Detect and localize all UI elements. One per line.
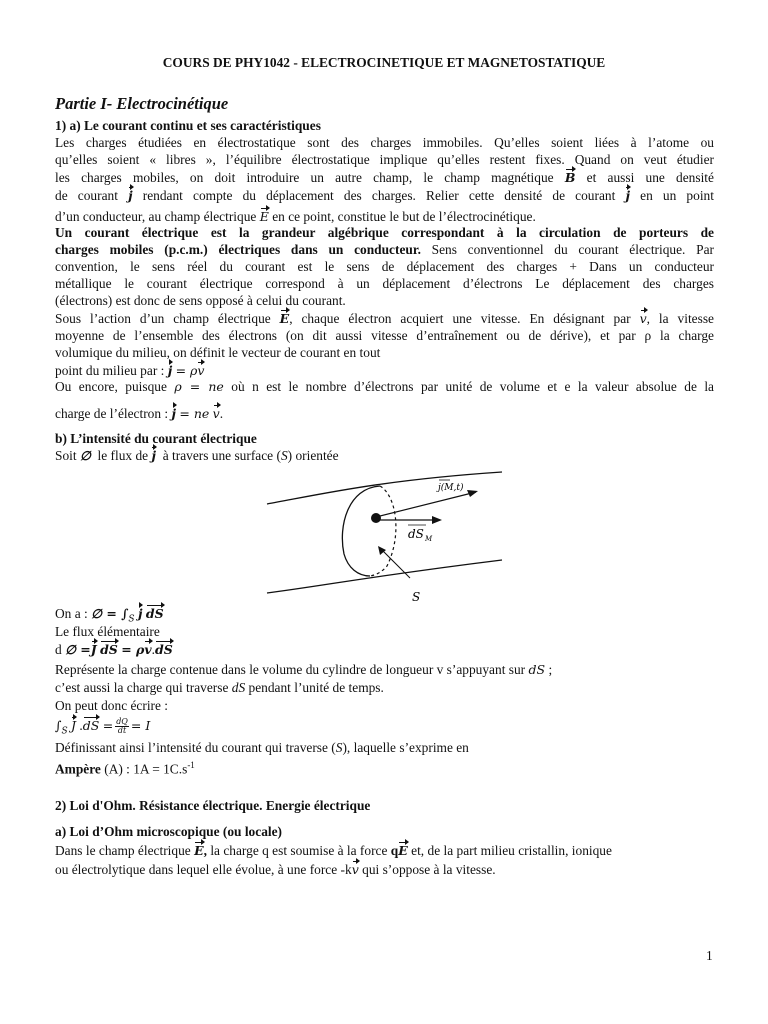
part-title: Partie I- Electrocinétique — [55, 94, 229, 113]
vector-b: B — [564, 170, 576, 185]
paragraph-line: convention, le sens réel du courant est le sens de déplacement des charges + Dans un conducteur — [55, 259, 714, 274]
paragraph-line: Soit ∅ le flux de j à travers une surface (S) orientée — [55, 448, 339, 463]
vector-j: j — [137, 606, 143, 621]
vector-v: v — [351, 862, 359, 877]
equation-line: $\int_S$ J .dS = $\frac{dQ}{dt}$ = I — [55, 717, 151, 737]
vector-v: v — [639, 311, 647, 326]
vector-j: j — [625, 188, 630, 203]
vector-e: E — [194, 843, 204, 858]
vector-e: E — [398, 843, 408, 858]
paragraph-line: Ou encore, puisque ρ = ne où n est le nombre d’électrons par unité de volume et e la valeur absolue de la — [55, 379, 714, 394]
vector-j: j — [151, 448, 157, 463]
paragraph-line: métallique le courant électrique correspond à un déplacement d’électrons Le déplacement des charges — [55, 276, 714, 291]
paragraph-line: Ampère (A) : $1A = 1C.s^{-1}$ — [55, 760, 195, 777]
vector-v: v — [197, 363, 205, 378]
course-title: COURS DE PHY1042 - ELECTROCINETIQUE ET MAGNETOSTATIQUE — [162, 55, 606, 70]
vector-j: j — [128, 188, 133, 203]
section-1a-heading: 1) a) Le courant continu et ses caractéristiques — [55, 118, 321, 133]
paragraph-line: Le flux élémentaire — [55, 624, 160, 639]
paragraph-line: Un courant électrique est la grandeur algébrique correspondant à la circulation de porteurs de — [55, 225, 714, 240]
paragraph-line: charge de l’électron : j = ne v. — [55, 406, 224, 421]
equation-line: On a : ∅ = $\int_S$ j dS — [55, 606, 164, 625]
paragraph-line: les charges mobiles, on doit introduire un autre champ, le champ magnétique B et aussi une densité — [55, 170, 714, 185]
section-1b-heading: b) L’intensité du courant électrique — [55, 431, 257, 446]
paragraph-line: point du milieu par : j = ρv — [55, 363, 205, 378]
label-j: j(M,t) — [438, 483, 464, 493]
vector-j: j — [167, 363, 173, 378]
paragraph-line: charges mobiles (p.c.m.) électriques dans un conducteur. Sens conventionnel du courant électrique. Par — [55, 242, 714, 257]
section-2-heading: 2) Loi d'Ohm. Résistance électrique. Energie électrique — [55, 798, 371, 813]
paragraph-line: (électrons) est donc de sens opposé à celui du courant. — [55, 293, 346, 308]
paragraph-line: de courant j rendant compte du déplacement des charges. Relier cette densité de courant j en un point — [55, 188, 714, 203]
paragraph-line: Les charges étudiées en électrostatique sont des charges immobiles. Qu’elles soient liées à l’atome ou — [55, 135, 714, 150]
paragraph-line: d’un conducteur, au champ électrique E en ce point, constitue le but de l’électrocinétique. — [55, 209, 536, 224]
equation-line: d ∅ =J dS = ρv.dS — [55, 642, 173, 657]
section-2a-heading: a) Loi d’Ohm microscopique (ou locale) — [55, 824, 283, 839]
label-s: S — [412, 590, 421, 604]
paragraph-line: volumique du milieu, on définit le vecteur de courant en tout — [55, 345, 381, 360]
paragraph-line: Dans le champ électrique E, la charge q est soumise à la force qE et, de la part milieu cristallin, ionique — [55, 843, 612, 858]
page-number: 1 — [706, 948, 713, 963]
paragraph-line: On peut donc écrire : — [55, 698, 169, 713]
paragraph-line: qu’elles soient « libres », l’équilibre électrostatique implique qu’elles restent fixes. Quand on veut étudier — [55, 152, 714, 167]
paragraph-line: Sous l’action d’un champ électrique E, chaque électron acquiert une vitesse. En désignant par v, la vitesse — [55, 311, 714, 326]
paragraph-line: Définissant ainsi l’intensité du courant qui traverse (S), laquelle s’exprime en — [55, 740, 469, 755]
vector-e: E — [259, 209, 269, 224]
vector-j: j — [171, 406, 177, 421]
label-ds-sub: M — [425, 535, 433, 543]
vector-v: v — [212, 406, 220, 421]
paragraph-line: c’est aussi la charge qui traverse dS pendant l’unité de temps. — [55, 680, 384, 695]
label-ds: dS — [408, 527, 424, 541]
flux-tube-figure — [262, 466, 512, 606]
paragraph-line: ou électrolytique dans lequel elle évolue, à une force -kv qui s’oppose à la vitesse. — [55, 862, 496, 877]
vector-e: E — [279, 311, 290, 326]
paragraph-line: moyenne de l’ensemble des électrons (on dit aussi vitesse d’entraînement ou de dérive), et par ρ la charge — [55, 328, 714, 343]
paragraph-line: Représente la charge contenue dans le volume du cylindre de longueur v s’appuyant sur dS ; — [55, 662, 553, 677]
